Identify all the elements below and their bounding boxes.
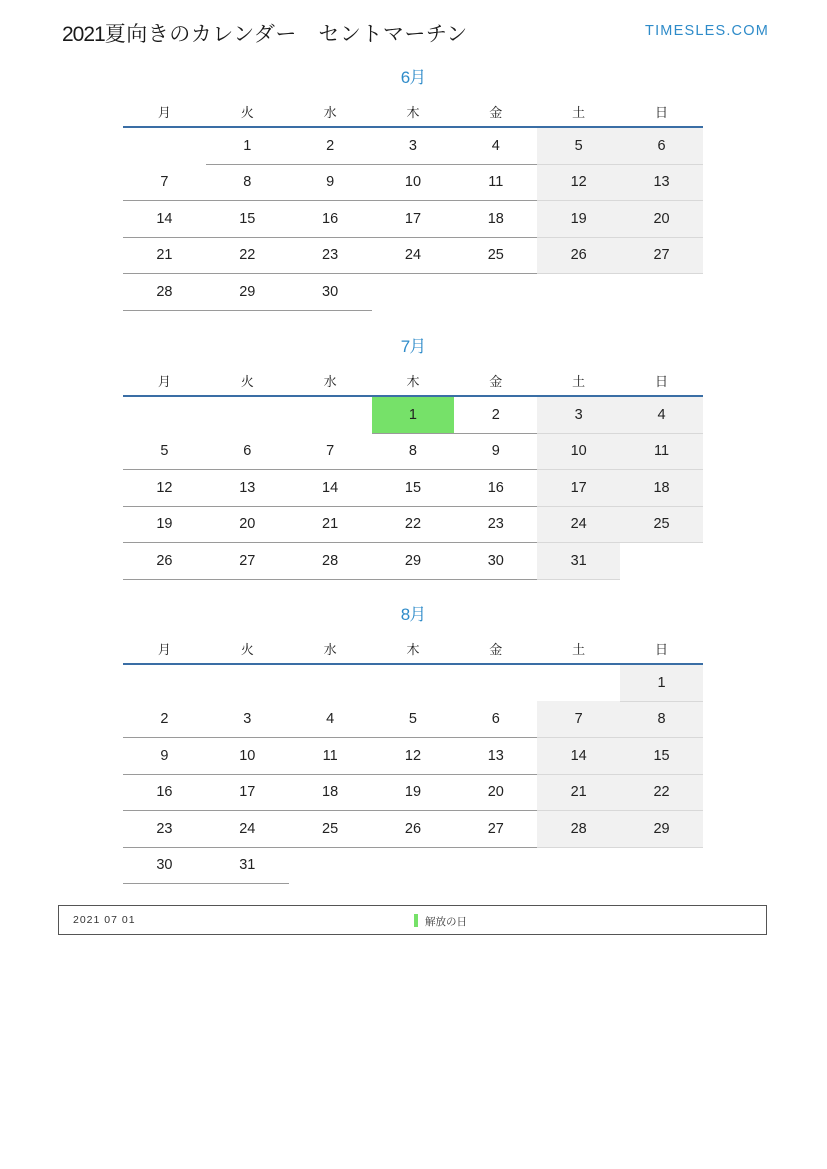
day-cell-empty (206, 396, 289, 433)
day-cell[interactable]: 19 (537, 201, 620, 238)
day-cell[interactable]: 10 (537, 433, 620, 470)
brand-logo: TIMESLES.COM (645, 23, 769, 39)
month-block-3 (123, 603, 703, 884)
weekday-sat: 土 (537, 365, 620, 396)
day-cell[interactable]: 13 (206, 470, 289, 507)
day-cell-empty (289, 847, 372, 884)
week-row (123, 506, 703, 543)
day-cell[interactable]: 28 (537, 811, 620, 848)
day-cell[interactable]: 30 (454, 543, 537, 580)
day-cell[interactable]: 8 (620, 701, 703, 738)
day-cell[interactable]: 26 (537, 237, 620, 274)
day-cell[interactable]: 3 (372, 127, 455, 164)
week-row (123, 433, 703, 470)
weekday-sun: 日 (620, 633, 703, 664)
day-cell[interactable]: 1 (206, 127, 289, 164)
weekday-wed: 水 (289, 96, 372, 127)
day-cell[interactable]: 17 (537, 470, 620, 507)
week-row (123, 811, 703, 848)
day-cell[interactable]: 19 (372, 774, 455, 811)
day-cell[interactable]: 25 (289, 811, 372, 848)
weekday-fri: 金 (454, 633, 537, 664)
day-cell[interactable]: 15 (206, 201, 289, 238)
day-cell[interactable]: 3 (537, 396, 620, 433)
day-cell[interactable]: 21 (289, 506, 372, 543)
day-cell-empty (206, 664, 289, 701)
day-cell[interactable]: 5 (123, 433, 206, 470)
day-cell-empty (454, 847, 537, 884)
day-cell[interactable]: 9 (289, 164, 372, 201)
day-cell[interactable]: 2 (454, 396, 537, 433)
day-cell[interactable]: 27 (454, 811, 537, 848)
week-row (123, 396, 703, 433)
weekday-sat: 土 (537, 96, 620, 127)
weekday-fri: 金 (454, 365, 537, 396)
week-row (123, 164, 703, 201)
day-cell-empty (537, 274, 620, 311)
day-cell[interactable]: 10 (372, 164, 455, 201)
day-cell[interactable]: 13 (454, 738, 537, 775)
weekday-thu: 木 (372, 633, 455, 664)
day-cell[interactable]: 5 (372, 701, 455, 738)
day-cell[interactable]: 16 (454, 470, 537, 507)
day-cell[interactable]: 12 (537, 164, 620, 201)
day-cell-empty (123, 664, 206, 701)
month-table (123, 633, 703, 884)
weekday-tue: 火 (206, 96, 289, 127)
day-cell[interactable]: 20 (206, 506, 289, 543)
week-row (123, 201, 703, 238)
day-cell[interactable]: 2 (289, 127, 372, 164)
weekday-thu: 木 (372, 365, 455, 396)
day-cell[interactable]: 31 (537, 543, 620, 580)
day-cell[interactable]: 4 (620, 396, 703, 433)
legend-box (58, 905, 767, 935)
week-row (123, 543, 703, 580)
page-header (0, 18, 827, 52)
month-body (123, 127, 703, 310)
day-cell[interactable]: 26 (372, 811, 455, 848)
day-cell[interactable]: 21 (537, 774, 620, 811)
day-cell-empty (454, 664, 537, 701)
day-cell-empty (123, 396, 206, 433)
day-cell-empty (372, 847, 455, 884)
week-row (123, 470, 703, 507)
weekday-header-row (123, 96, 703, 127)
day-cell[interactable]: 19 (123, 506, 206, 543)
day-cell-empty (289, 396, 372, 433)
day-cell-empty (537, 664, 620, 701)
weekday-sun: 日 (620, 96, 703, 127)
day-cell[interactable]: 1 (372, 396, 455, 433)
week-row (123, 237, 703, 274)
day-cell[interactable]: 2 (123, 701, 206, 738)
title-year: 2021 (62, 23, 105, 46)
weekday-tue: 火 (206, 633, 289, 664)
day-cell[interactable]: 7 (537, 701, 620, 738)
week-row (123, 701, 703, 738)
day-cell-empty (372, 664, 455, 701)
day-cell[interactable]: 11 (454, 164, 537, 201)
day-cell[interactable]: 3 (206, 701, 289, 738)
day-cell[interactable]: 21 (123, 237, 206, 274)
week-row (123, 127, 703, 164)
day-cell[interactable]: 16 (123, 774, 206, 811)
weekday-fri: 金 (454, 96, 537, 127)
day-cell[interactable]: 25 (620, 506, 703, 543)
legend-label: 解放の日 (425, 916, 467, 928)
weekday-header-row (123, 633, 703, 664)
day-cell[interactable]: 22 (620, 774, 703, 811)
day-cell[interactable]: 22 (372, 506, 455, 543)
day-cell[interactable]: 8 (206, 164, 289, 201)
weekday-mon: 月 (123, 633, 206, 664)
day-cell[interactable]: 22 (206, 237, 289, 274)
day-cell[interactable]: 9 (454, 433, 537, 470)
weekday-mon: 月 (123, 365, 206, 396)
day-cell-empty (620, 847, 703, 884)
month-body (123, 664, 703, 884)
month-table (123, 96, 703, 311)
day-cell[interactable]: 9 (123, 738, 206, 775)
day-cell[interactable]: 10 (206, 738, 289, 775)
legend-color-swatch (414, 914, 418, 927)
day-cell[interactable]: 29 (620, 811, 703, 848)
day-cell[interactable]: 29 (372, 543, 455, 580)
day-cell[interactable]: 8 (372, 433, 455, 470)
day-cell[interactable]: 18 (454, 201, 537, 238)
weekday-tue: 火 (206, 365, 289, 396)
week-row (123, 664, 703, 701)
day-cell[interactable]: 20 (454, 774, 537, 811)
legend-date: 2021 07 01 (73, 914, 136, 926)
day-cell[interactable]: 23 (454, 506, 537, 543)
day-cell[interactable]: 11 (289, 738, 372, 775)
day-cell[interactable]: 6 (620, 127, 703, 164)
day-cell[interactable]: 7 (123, 164, 206, 201)
day-cell[interactable]: 13 (620, 164, 703, 201)
day-cell[interactable]: 23 (289, 237, 372, 274)
day-cell[interactable]: 6 (206, 433, 289, 470)
day-cell[interactable]: 24 (206, 811, 289, 848)
day-cell[interactable]: 6 (454, 701, 537, 738)
day-cell[interactable]: 12 (372, 738, 455, 775)
day-cell[interactable]: 18 (620, 470, 703, 507)
day-cell[interactable]: 26 (123, 543, 206, 580)
day-cell[interactable]: 15 (620, 738, 703, 775)
day-cell[interactable]: 14 (123, 201, 206, 238)
day-cell-empty (537, 847, 620, 884)
month-block-2 (123, 335, 703, 580)
day-cell[interactable]: 16 (289, 201, 372, 238)
day-cell[interactable]: 7 (289, 433, 372, 470)
day-cell[interactable]: 28 (289, 543, 372, 580)
day-cell[interactable]: 4 (289, 701, 372, 738)
day-cell[interactable]: 4 (454, 127, 537, 164)
day-cell[interactable]: 28 (123, 274, 206, 311)
weekday-wed: 水 (289, 365, 372, 396)
day-cell[interactable]: 31 (206, 847, 289, 884)
page-title (62, 18, 468, 48)
weekday-header-row (123, 365, 703, 396)
day-cell-empty (454, 274, 537, 311)
day-cell-empty (620, 543, 703, 580)
day-cell[interactable]: 27 (620, 237, 703, 274)
day-cell[interactable]: 27 (206, 543, 289, 580)
day-cell-empty (123, 127, 206, 164)
day-cell[interactable]: 18 (289, 774, 372, 811)
month-title: 8月 (400, 605, 426, 624)
day-cell[interactable]: 25 (454, 237, 537, 274)
day-cell-empty (620, 274, 703, 311)
day-cell[interactable]: 14 (289, 470, 372, 507)
day-cell[interactable]: 15 (372, 470, 455, 507)
weekday-mon: 月 (123, 96, 206, 127)
weekday-sun: 日 (620, 365, 703, 396)
day-cell[interactable]: 30 (123, 847, 206, 884)
day-cell[interactable]: 23 (123, 811, 206, 848)
day-cell[interactable]: 1 (620, 664, 703, 701)
day-cell[interactable]: 17 (206, 774, 289, 811)
title-text: 夏向きのカレンダー セントマーチン (104, 23, 468, 46)
weekday-sat: 土 (537, 633, 620, 664)
day-cell[interactable]: 24 (537, 506, 620, 543)
month-table (123, 365, 703, 580)
weekday-thu: 木 (372, 96, 455, 127)
day-cell[interactable]: 11 (620, 433, 703, 470)
day-cell[interactable]: 17 (372, 201, 455, 238)
week-row (123, 774, 703, 811)
day-cell-empty (289, 664, 372, 701)
month-title: 6月 (400, 68, 426, 87)
month-title: 7月 (400, 337, 426, 356)
weekday-wed: 水 (289, 633, 372, 664)
day-cell[interactable]: 20 (620, 201, 703, 238)
week-row (123, 738, 703, 775)
week-row (123, 847, 703, 884)
day-cell[interactable]: 24 (372, 237, 455, 274)
month-body (123, 396, 703, 579)
day-cell[interactable]: 5 (537, 127, 620, 164)
day-cell[interactable]: 29 (206, 274, 289, 311)
day-cell-empty (372, 274, 455, 311)
day-cell[interactable]: 14 (537, 738, 620, 775)
day-cell[interactable]: 12 (123, 470, 206, 507)
week-row (123, 274, 703, 311)
month-block-1 (123, 66, 703, 311)
day-cell[interactable]: 30 (289, 274, 372, 311)
